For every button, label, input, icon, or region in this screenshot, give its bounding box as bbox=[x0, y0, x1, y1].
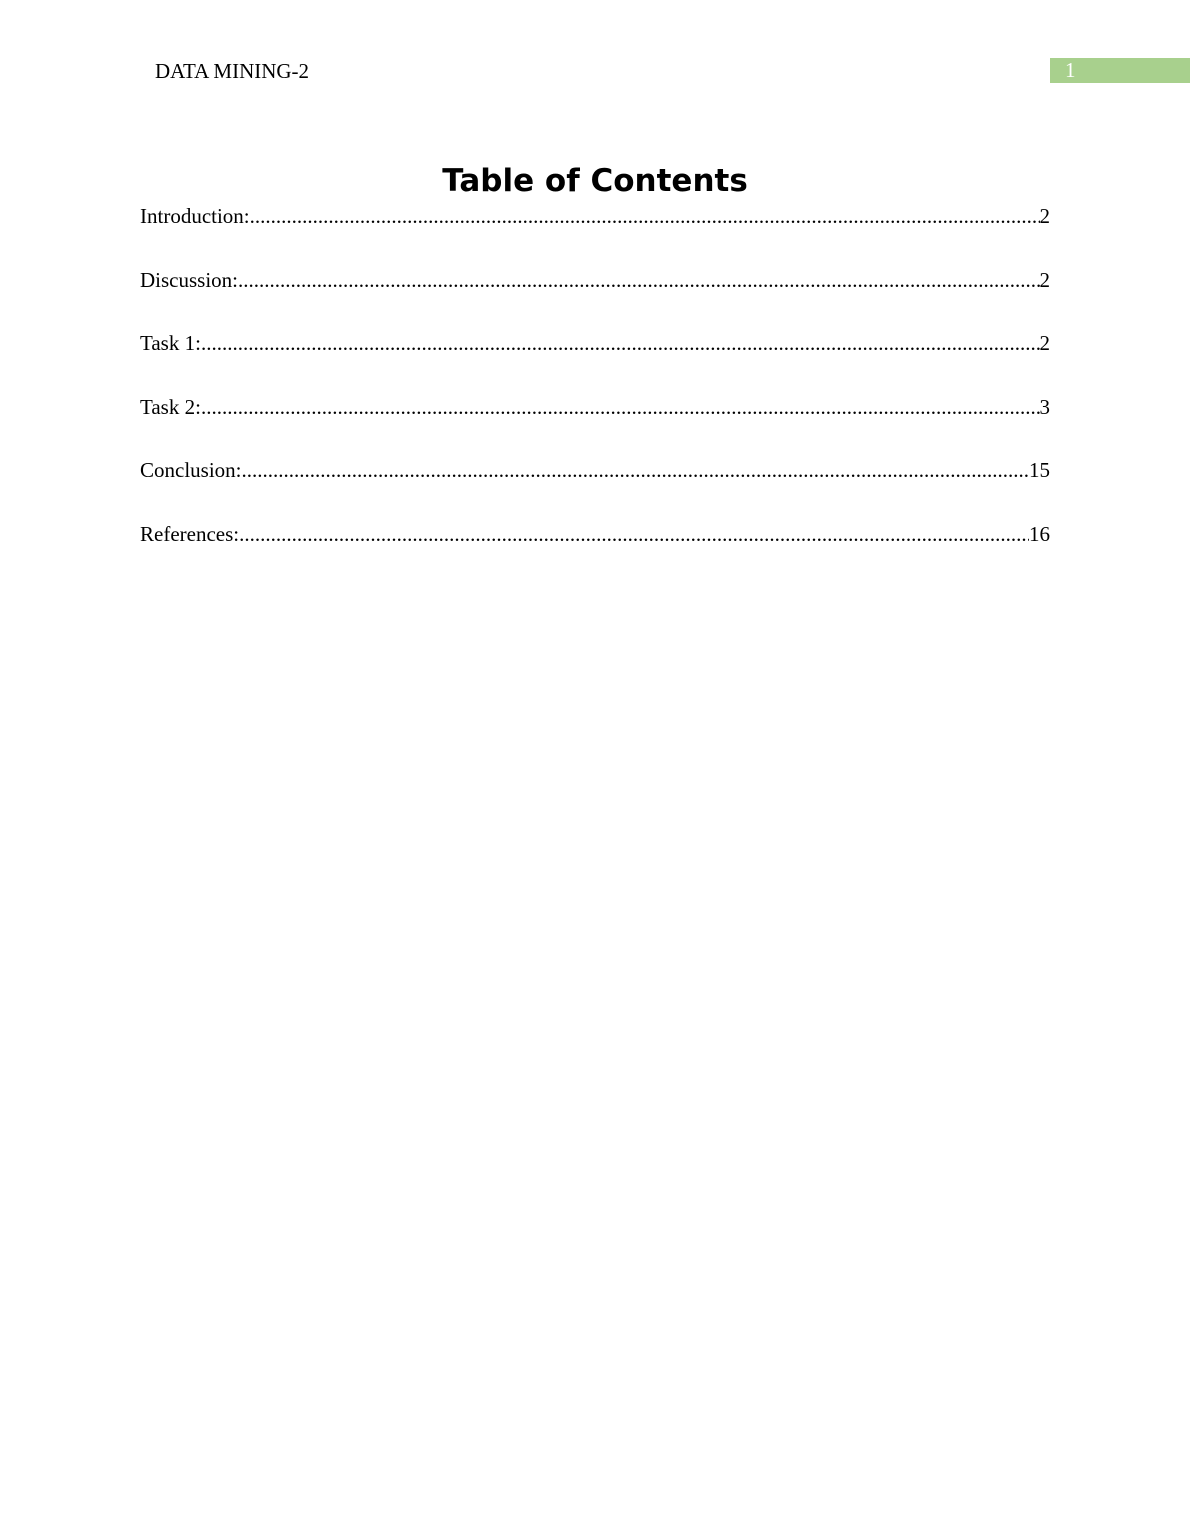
toc-list bbox=[140, 200, 1050, 581]
running-header-title: DATA MINING-2 bbox=[155, 59, 310, 83]
toc-entry-label: References: bbox=[140, 521, 240, 546]
toc-entry-introduction[interactable] bbox=[140, 200, 1050, 264]
toc-dot-leader bbox=[201, 391, 1040, 423]
toc-entry-label: Task 1: bbox=[140, 331, 201, 355]
toc-entry-label: Introduction: bbox=[140, 204, 250, 228]
toc-entry-task-1[interactable] bbox=[140, 327, 1050, 391]
toc-entry-references[interactable] bbox=[140, 518, 1050, 582]
toc-dot-leader bbox=[239, 518, 1029, 550]
toc-entry-page: 16 bbox=[1029, 521, 1050, 546]
toc-entry-label: Task 2: bbox=[140, 394, 201, 419]
toc-entry-page: 15 bbox=[1029, 458, 1050, 482]
toc-entry-label: Conclusion: bbox=[140, 458, 242, 482]
toc-dot-leader bbox=[242, 454, 1029, 486]
toc-dot-leader bbox=[238, 264, 1039, 296]
toc-entry-task-2[interactable] bbox=[140, 391, 1050, 455]
toc-entry-label: Discussion: bbox=[140, 267, 239, 292]
toc-dot-leader bbox=[201, 327, 1040, 359]
toc-entry-page: 2 bbox=[1039, 331, 1050, 355]
toc-dot-leader bbox=[250, 200, 1040, 232]
toc-heading: Table of Contents bbox=[442, 163, 748, 199]
toc-entry-page: 3 bbox=[1039, 394, 1050, 419]
toc-entry-conclusion[interactable] bbox=[140, 454, 1050, 518]
toc-entry-page: 2 bbox=[1039, 267, 1050, 292]
page-number-badge: 1 bbox=[1050, 58, 1190, 83]
toc-entry-discussion[interactable] bbox=[140, 264, 1050, 328]
toc-entry-page: 2 bbox=[1039, 204, 1050, 228]
